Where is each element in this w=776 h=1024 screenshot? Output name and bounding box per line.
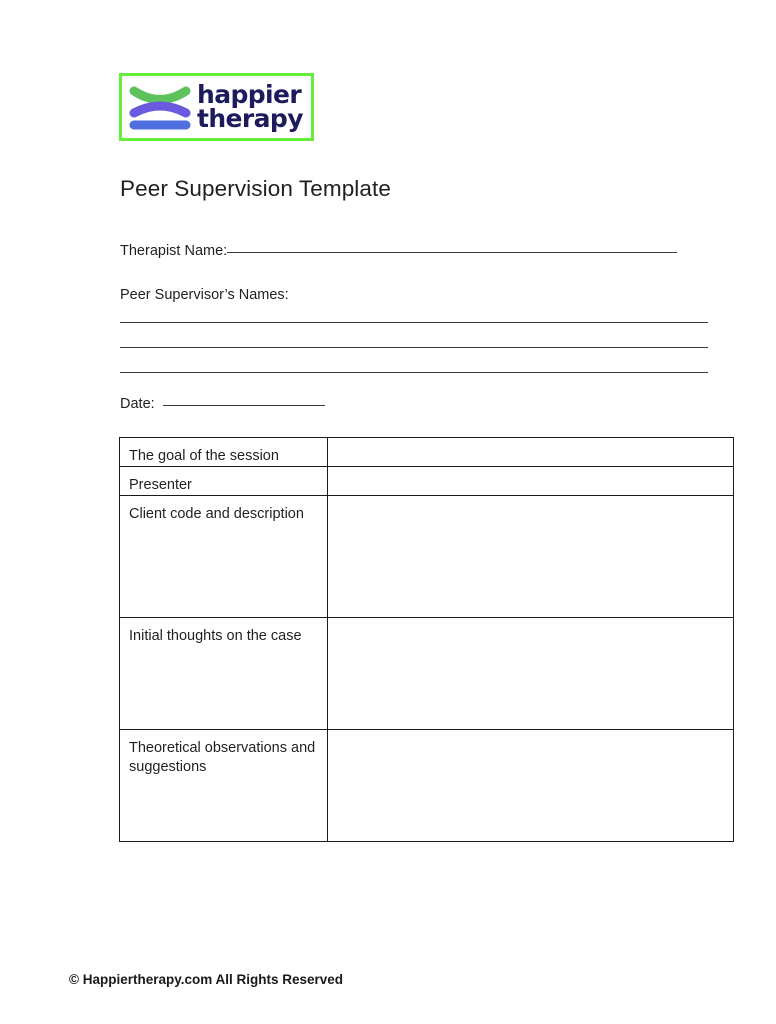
peer-supervisor-write-line-3[interactable]	[120, 372, 708, 373]
footer-copyright: © Happiertherapy.com All Rights Reserved	[69, 972, 344, 987]
table-row-value[interactable]	[328, 495, 734, 617]
logo-wordmark	[197, 80, 303, 133]
table-row-label: Client code and description	[120, 495, 328, 617]
table-row-value[interactable]	[328, 617, 734, 729]
therapist-name-field	[120, 243, 677, 259]
peer-supervisor-names-label: Peer Supervisor’s Names:	[120, 287, 289, 303]
happier-therapy-logo	[119, 73, 314, 141]
therapist-name-label: Therapist Name:	[120, 243, 228, 259]
peer-supervisor-write-line-1[interactable]	[120, 322, 708, 323]
date-field	[120, 396, 325, 412]
table-row-label: Initial thoughts on the case	[120, 617, 328, 729]
table-row-value[interactable]	[328, 729, 734, 841]
table-row-value[interactable]	[328, 438, 734, 467]
table-row-label: The goal of the session	[120, 438, 328, 467]
date-write-line[interactable]	[163, 405, 325, 406]
table-row	[120, 617, 734, 729]
page-title: Peer Supervision Template	[120, 176, 391, 201]
table-row	[120, 495, 734, 617]
table-row-label: Presenter	[120, 466, 328, 495]
table-row	[120, 466, 734, 495]
table-row	[120, 729, 734, 841]
date-label: Date:	[120, 396, 155, 412]
table-row-label: Theoretical observations and suggestions	[120, 729, 328, 841]
logo-waves-icon	[129, 82, 191, 132]
therapist-name-write-line[interactable]	[227, 252, 677, 253]
peer-supervision-table	[119, 437, 734, 842]
table-row	[120, 438, 734, 467]
logo-word-happier: happier	[197, 80, 302, 109]
logo-word-therapy: therapy	[197, 104, 303, 133]
peer-supervisor-write-line-2[interactable]	[120, 347, 708, 348]
table-row-value[interactable]	[328, 466, 734, 495]
